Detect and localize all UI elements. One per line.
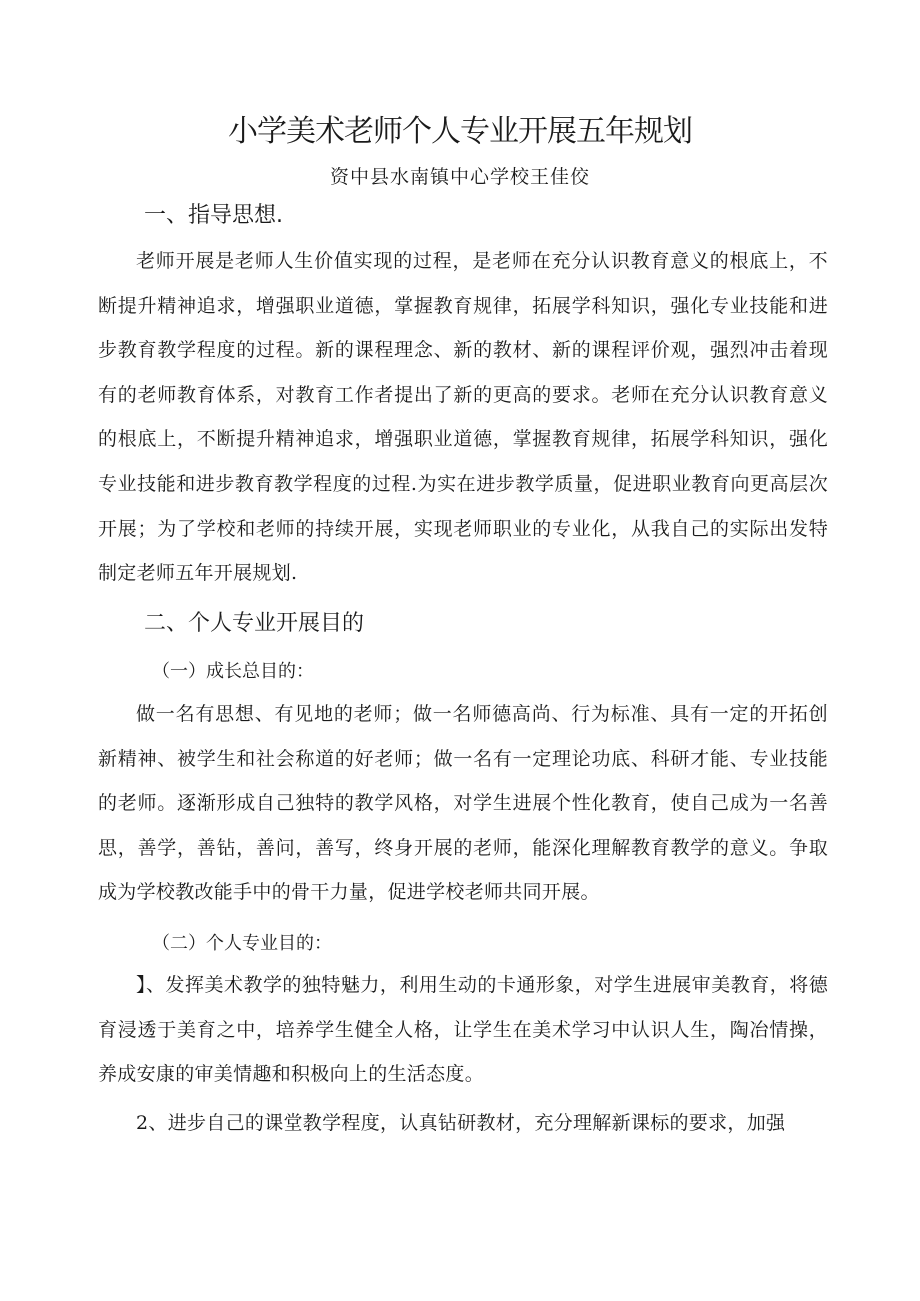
author-line: 资中县水南镇中心学校王佳佼 <box>329 166 590 188</box>
subheading-overall-goal: （一）成长总目的： <box>152 661 314 682</box>
document-title: 小学美术老师个人专业开展五年规划 <box>228 114 692 149</box>
section1-paragraph: 老师开展是老师人生价值实现的过程，是老师在充分认识教育意义的根底上，不断提升精神追求，增强职业道德，掌握教育规律，拓展学科知识，强化专业技能和进步教育教学程度的过程。新的课程理念、新的教材、新的课程评价观，强烈冲击着现有的老师教育体系，对教育工作者提出了新的更高的要求。老师在充分认识教育意义的根底上，不断提升精神追求，增强职业道德，掌握教育规律，拓展学科知识，强化专业技能和进步教育教学程度的过程.为实在进步教学质量，促进职业教育向更高层次开展；为了学校和老师的持续开展，实现老师职业的专业化，从我自己的实际出发特制定老师五年开展规划. <box>98 250 828 585</box>
personal-goal-item-2: 2、进步自己的课堂教学程度，认真钻研教材，充分理解新课标的要求，加强 <box>136 1112 786 1134</box>
subheading-personal-goal: （二）个人专业目的： <box>152 933 332 954</box>
section-heading-guiding-thought: 一、指导思想. <box>144 203 283 228</box>
personal-goal-item-1: 】、发挥美术教学的独特魅力，利用生动的卡通形象，对学生进展审美教育，将德育浸透于美育之中，培养学生健全人格，让学生在美术学习中认识人生，陶冶情操，养成安康的审美情趣和积极向上的生活态度。 <box>98 974 828 1086</box>
overall-goal-paragraph: 做一名有思想、有见地的老师；做一名师德高尚、行为标准、具有一定的开拓创新精神、被学生和社会称道的好老师；做一名有一定理论功底、科研才能、专业技能的老师。逐渐形成自己独特的教学风格，对学生进展个性化教育，使自己成为一名善思，善学，善钻，善问，善写，终身开展的老师，能深化理解教育教学的意义。争取成为学校教改能手中的骨干力量，促进学校老师共同开展。 <box>98 703 828 904</box>
section-heading-goals: 二、个人专业开展目的 <box>144 611 365 636</box>
